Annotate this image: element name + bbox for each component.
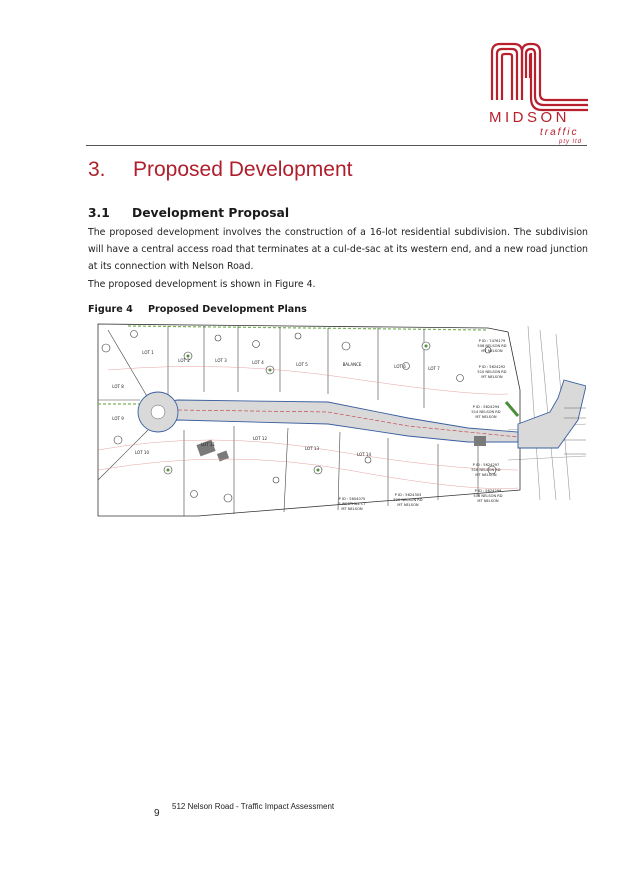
parcel-suburb: MT NELSON <box>481 349 503 353</box>
parcel-suburb: MT NELSON <box>475 415 497 419</box>
parcel-suburb: MT NELSON <box>341 507 363 511</box>
subdivision-plan-drawing <box>88 320 586 522</box>
parcel-id: P ID : 5624294 <box>472 405 500 409</box>
parcel-address: 520 NELSON RD <box>393 498 423 502</box>
subsection-title: Development Proposal <box>132 206 290 220</box>
subsection-number: 3.1 <box>88 206 110 220</box>
lot-label: LOT 6 <box>394 364 406 369</box>
body-paragraph: The proposed development is shown in Figure 4. <box>88 279 316 290</box>
logo-subtitle: traffic <box>540 127 579 138</box>
parcel-address: 516 NELSON RD <box>471 468 501 472</box>
parcel-suburb: MT NELSON <box>397 503 419 507</box>
parcel-id: P ID : 5624297 <box>472 463 500 467</box>
lot-label: LOT 11 <box>200 442 216 447</box>
parcel-id: P ID : 5624299 <box>474 489 502 493</box>
body-paragraph: The proposed development involves the construction of a 16-lot residential subdivision. The subdivision will have a central access road that terminates at a cul-de-sac at its western end, and a new road junction at its connection with Nelson Road. <box>88 227 588 272</box>
figure-label: Figure 4 <box>88 304 133 315</box>
subsection-heading <box>88 206 289 220</box>
section-number: 3. <box>88 158 106 181</box>
lot-label: LOT 2 <box>178 358 190 363</box>
parcel-id: P ID : 5624303 <box>394 493 422 497</box>
logo-subtitle-2: pty ltd <box>559 139 583 145</box>
lot-label: LOT 8 <box>112 384 124 389</box>
parcel-id: P ID : 5624292 <box>478 365 506 369</box>
logo-wordmark: MIDSON <box>489 109 570 126</box>
figure-title: Proposed Development Plans <box>148 304 307 315</box>
lot-label: LOT 4 <box>252 360 264 365</box>
page-number: 9 <box>154 808 160 819</box>
parcel-address: 508 NELSON RD <box>477 344 507 348</box>
lot-label: LOT 12 <box>252 436 268 441</box>
header-rule <box>86 145 587 146</box>
section-heading <box>88 158 352 182</box>
lot-label: LOT 14 <box>356 452 372 457</box>
parcel-suburb: MT NELSON <box>481 375 503 379</box>
lot-label: LOT 13 <box>304 446 320 451</box>
section-title: Proposed Development <box>133 158 353 181</box>
parcel-address: 5 WESTHILL CT <box>338 502 366 506</box>
lot-label: LOT 3 <box>215 358 227 363</box>
lot-label: LOT 1 <box>142 350 154 355</box>
parcel-id: P ID : 5604075 <box>338 497 366 501</box>
parcel-address: 510 NELSON RD <box>477 370 507 374</box>
footer-title: 512 Nelson Road - Traffic Impact Assessment <box>172 802 335 811</box>
lot-label: LOT 10 <box>134 450 150 455</box>
lot-label: LOT 7 <box>428 366 440 371</box>
parcel-suburb: MT NELSON <box>477 499 499 503</box>
lot-label: LOT 5 <box>296 362 308 367</box>
parcel-address: 514 NELSON RD <box>471 410 501 414</box>
parcel-id: P ID : 7476179 <box>478 339 506 343</box>
lot-label: LOT 9 <box>112 416 124 421</box>
parcel-suburb: MT NELSON <box>475 473 497 477</box>
lot-label: BALANCE <box>342 362 362 367</box>
figure-caption <box>88 304 307 315</box>
parcel-address: 518 NELSON RD <box>473 494 503 498</box>
